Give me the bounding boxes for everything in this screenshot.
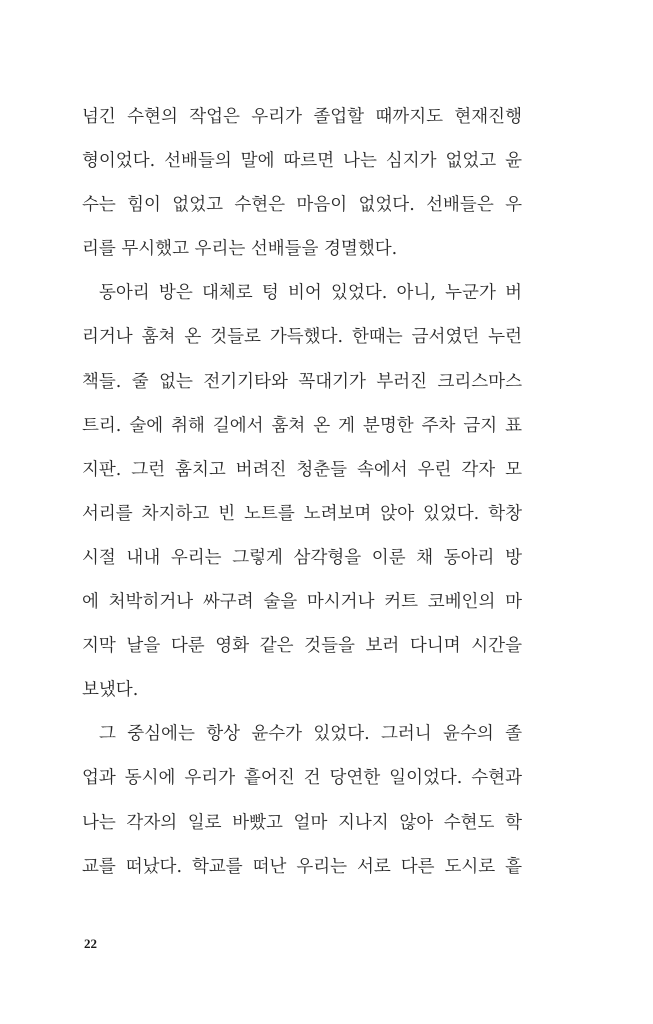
text-line: 에 처박히거나 싸구려 술을 마시거나 커트 코베인의 마: [82, 592, 522, 613]
text-line: 지판. 그런 훔치고 버려진 청춘들 속에서 우린 각자 모: [82, 459, 522, 480]
text-line: 지막 날을 다룬 영화 같은 것들을 보러 다니며 시간을: [82, 636, 522, 657]
text-line: 시절 내내 우리는 그렇게 삼각형을 이룬 채 동아리 방: [82, 547, 522, 568]
text-line: 업과 동시에 우리가 흩어진 건 당연한 일이었다. 수현과: [82, 768, 522, 789]
text-line: 책들. 줄 없는 전기기타와 꼭대기가 부러진 크리스마스: [82, 371, 522, 392]
text-line: 나는 각자의 일로 바빴고 얼마 지나지 않아 수현도 학: [82, 812, 522, 833]
text-line: 리거나 훔쳐 온 것들로 가득했다. 한때는 금서였던 누런: [82, 327, 522, 348]
body-text: [82, 95, 522, 889]
text-line: 교를 떠났다. 학교를 떠난 우리는 서로 다른 도시로 흩: [82, 856, 522, 877]
text-line: 형이었다. 선배들의 말에 따르면 나는 심지가 없었고 윤: [82, 151, 522, 172]
text-line: 그 중심에는 항상 윤수가 있었다. 그러니 윤수의 졸: [99, 724, 522, 745]
text-line: 서리를 차지하고 빈 노트를 노려보며 앉아 있었다. 학창: [82, 503, 522, 524]
text-line: 넘긴 수현의 작업은 우리가 졸업할 때까지도 현재진행: [82, 107, 522, 127]
text-line: 동아리 방은 대체로 텅 비어 있었다. 아니, 누군가 버: [99, 283, 522, 304]
text-line: 트리. 술에 취해 길에서 훔쳐 온 게 분명한 주차 금지 표: [82, 415, 522, 436]
text-line: 수는 힘이 없었고 수현은 마음이 없었다. 선배들은 우: [82, 195, 522, 216]
text-line: 리를 무시했고 우리는 선배들을 경멸했다.: [82, 239, 398, 260]
page-number: 22: [84, 936, 97, 951]
text-line: 보냈다.: [82, 680, 139, 701]
